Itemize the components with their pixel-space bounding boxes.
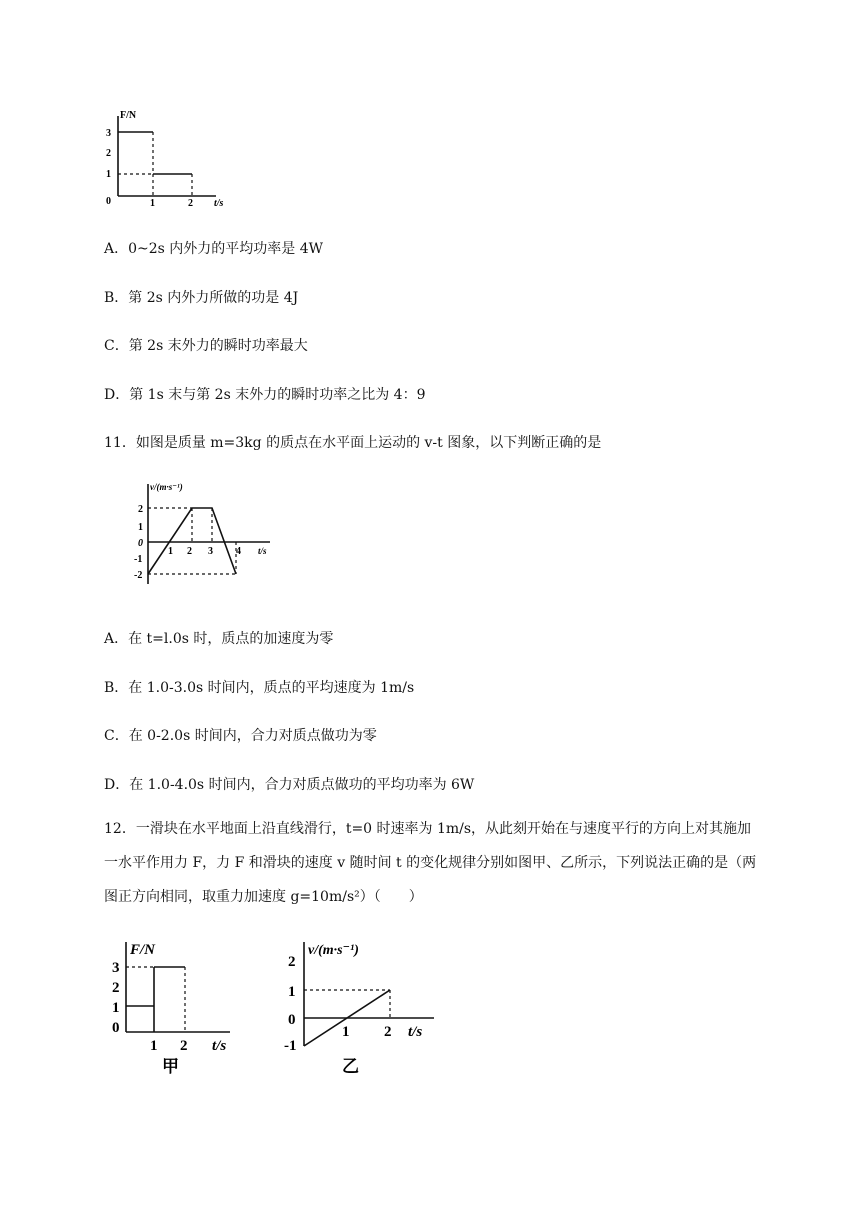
x-axis-label: t/s bbox=[258, 546, 267, 556]
ft-graph-jia bbox=[110, 936, 240, 1076]
caption-yi: 乙 bbox=[342, 1057, 359, 1076]
y-tick-1: 1 bbox=[138, 522, 143, 533]
x-tick-2: 2 bbox=[384, 1024, 392, 1040]
y-tick-neg1: -1 bbox=[134, 554, 143, 565]
vt-graph-q11 bbox=[132, 478, 282, 588]
q11-option-d: D．在 1.0-4.0s 时间内，合力对质点做功的平均功率为 6W bbox=[104, 777, 475, 793]
y-tick-2: 2 bbox=[106, 148, 111, 159]
q11-option-c: C．在 0-2.0s 时间内，合力对质点做功为零 bbox=[104, 728, 377, 744]
x-axis-label: t/s bbox=[214, 198, 224, 208]
x-tick-1: 1 bbox=[150, 198, 155, 208]
x-tick-2: 2 bbox=[188, 198, 193, 208]
y-tick-0: 0 bbox=[288, 1012, 296, 1028]
x-tick-2: 2 bbox=[180, 1038, 188, 1054]
y-axis-label: F/N bbox=[120, 110, 137, 121]
y-axis-label: F/N bbox=[130, 942, 156, 958]
q11-option-b: B．在 1.0-3.0s 时间内，质点的平均速度为 1m/s bbox=[104, 680, 415, 696]
caption-jia: 甲 bbox=[162, 1057, 179, 1076]
y-tick-0: 0 bbox=[138, 538, 143, 549]
x-tick-1: 1 bbox=[168, 546, 173, 557]
q11-option-a: A．在 t=l.0s 时，质点的加速度为零 bbox=[104, 631, 334, 647]
y-tick-3: 3 bbox=[106, 128, 111, 139]
q10-option-b: B．第 2s 内外力所做的功是 4J bbox=[104, 290, 299, 306]
x-tick-4: 4 bbox=[236, 546, 241, 557]
q10-option-a: A．0~2s 内外力的平均功率是 4W bbox=[104, 241, 324, 257]
y-tick-neg2: -2 bbox=[134, 570, 143, 581]
ft-graph-q10 bbox=[104, 108, 244, 208]
y-tick-3: 3 bbox=[112, 960, 120, 976]
q10-option-c: C．第 2s 末外力的瞬时功率最大 bbox=[104, 338, 308, 354]
y-tick-2: 2 bbox=[288, 954, 296, 970]
x-tick-0: 0 bbox=[106, 196, 111, 207]
y-tick-2: 2 bbox=[138, 504, 143, 515]
y-tick-1: 1 bbox=[112, 1000, 120, 1016]
x-axis-label: t/s bbox=[408, 1024, 423, 1040]
vt-graph-yi bbox=[284, 936, 444, 1076]
x-tick-3: 3 bbox=[208, 546, 213, 557]
q10-option-d: D．第 1s 末与第 2s 末外力的瞬时功率之比为 4：9 bbox=[104, 387, 426, 403]
x-tick-1: 1 bbox=[150, 1038, 158, 1054]
q12-stem: 12．一滑块在水平地面上沿直线滑行，t=0 时速率为 1m/s，从此刻开始在与速度平行的方向上对其施加一水平作用力 F，力 F 和滑块的速度 v 随时间 t 的变化规律分别如图甲、乙所示，下列说法正确的是（两图正方向相同，取重力加速度 g=10m/s²）（ ） bbox=[104, 821, 757, 905]
x-tick-1: 1 bbox=[342, 1024, 350, 1040]
x-axis-label: t/s bbox=[212, 1038, 227, 1054]
y-tick-1: 1 bbox=[106, 169, 111, 180]
y-axis-label: v/(m·s⁻¹) bbox=[308, 943, 359, 958]
q11-stem: 11．如图是质量 m=3kg 的质点在水平面上运动的 v-t 图象，以下判断正确的是 bbox=[104, 435, 602, 451]
y-tick-neg1: -1 bbox=[284, 1038, 297, 1054]
y-tick-2: 2 bbox=[112, 980, 120, 996]
y-tick-1: 1 bbox=[288, 984, 296, 1000]
x-tick-0: 0 bbox=[112, 1020, 120, 1036]
x-tick-2: 2 bbox=[187, 546, 192, 557]
y-axis-label: v/(m·s⁻¹) bbox=[150, 482, 183, 492]
